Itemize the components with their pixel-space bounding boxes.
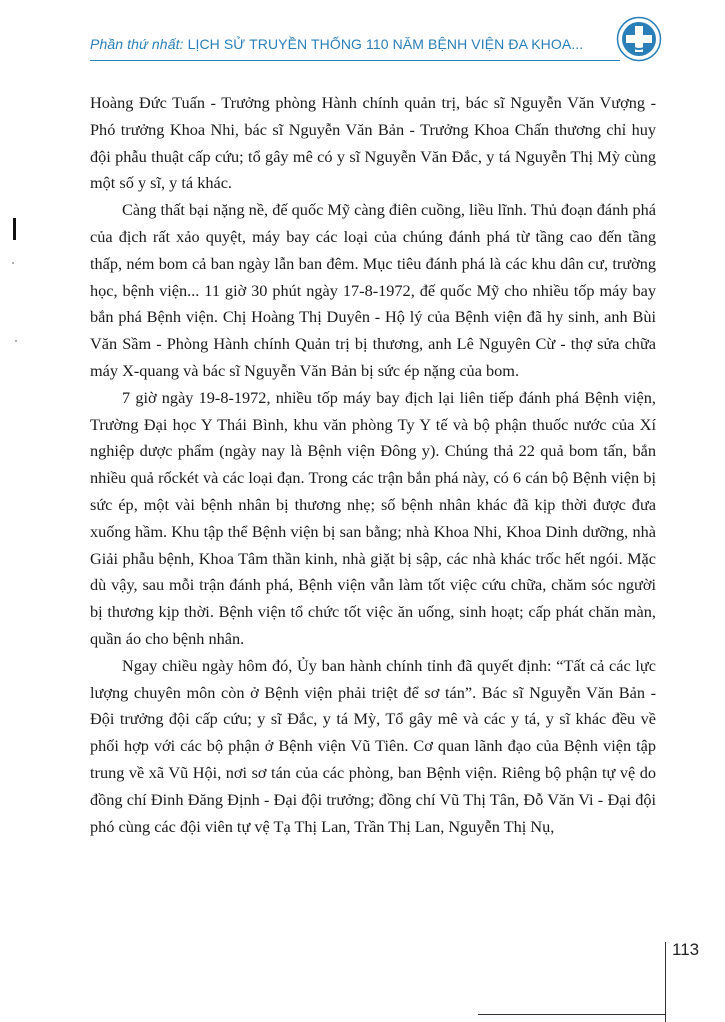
footer-rule xyxy=(478,1014,666,1015)
paragraph-continued: Hoàng Đức Tuấn - Trưởng phòng Hành chính quản trị, bác sĩ Nguyễn Văn Vượng - Phó trưởng Khoa Nhi, bác sĩ Nguyễn Văn Bản - Trưởng Khoa Chấn thương chỉ huy đội phẫu thuật cấp cứu; tổ gây mê có y sĩ Nguyễn Văn Đắc, y tá Nguyễn Thị Mỳ cùng một số y sĩ, y tá khác. xyxy=(90,93,656,193)
running-header xyxy=(90,36,610,52)
margin-scan-mark xyxy=(13,218,16,240)
page-number: 113 xyxy=(672,940,700,959)
paragraph: Ngay chiều ngày hôm đó, Ủy ban hành chính tỉnh đã quyết định: “Tất cả các lực lượng chuyên môn còn ở Bệnh viện phải triệt để sơ tán”. Bác sĩ Nguyễn Văn Bản - Đội trưởng đội cấp cứu; y sĩ Đắc, y tá Mỳ, Tổ gây mê và các y tá, y sĩ khác đều về phối hợp với các bộ phận ở Bệnh viện Vũ Tiên. Cơ quan lãnh đạo của Bệnh viện tập trung về xã Vũ Hội, nơi sơ tán của các phòng, ban Bệnh viện. Riêng bộ phận tự vệ do đồng chí Đinh Đăng Định - Đại đội trưởng; đồng chí Vũ Thị Tân, Đỗ Văn Vi - Đại đội phó cùng các đội viên tự vệ Tạ Thị Lan, Trần Thị Lan, Nguyễn Thị Nụ, xyxy=(90,655,656,836)
page-number-rule xyxy=(665,942,666,1022)
hospital-cross-emblem-icon xyxy=(616,16,662,62)
body-text xyxy=(90,90,656,840)
paragraph: 7 giờ ngày 19-8-1972, nhiều tốp máy bay địch lại liên tiếp đánh phá Bệnh viện, Trường Đại học Y Thái Bình, khu văn phòng Ty Y tế và bộ phận thuốc nước của Xí nghiệp dược phẩm (ngày nay là Bệnh viện Đông y). Chúng thả 22 quả bom tấn, bắn nhiều quả rốckét và các loại đạn. Trong các trận bắn phá này, có 6 cán bộ Bệnh viện bị sức ép, một vài bệnh nhân bị thương nhẹ; số bệnh nhân khác đã kịp thời được đưa xuống hầm. Khu tập thể Bệnh viện bị san bằng; nhà Khoa Nhi, Khoa Dinh dưỡng, nhà Giải phẫu bệnh, Khoa Tâm thần kinh, nhà giặt bị sập, các nhà khác trốc hết ngói. Mặc dù vậy, sau mỗi trận đánh phá, Bệnh viện vẫn làm tốt việc cứu chữa, chăm sóc người bị thương kịp thời. Bệnh viện tổ chức tốt việc ăn uống, sinh hoạt; cấp phát chăn màn, quần áo cho bệnh nhân. xyxy=(90,387,656,648)
header-title: LỊCH SỬ TRUYỀN THỐNG 110 NĂM BỆNH VIỆN ĐA KHOA... xyxy=(187,36,584,52)
header-part-label: Phần thứ nhất: xyxy=(90,36,184,52)
header-rule xyxy=(90,60,620,61)
scan-speck xyxy=(15,340,17,342)
scan-speck xyxy=(12,262,14,264)
paragraph: Càng thất bại nặng nề, đế quốc Mỹ càng điên cuồng, liều lĩnh. Thủ đoạn đánh phá của địch rất xảo quyệt, máy bay các loại của chúng đánh phá từ tầng cao đến tầng thấp, ném bom cả ban ngày lẫn ban đêm. Mục tiêu đánh phá là các khu dân cư, trường học, bệnh viện... 11 giờ 30 phút ngày 17-8-1972, đế quốc Mỹ cho nhiều tốp máy bay bắn phá Bệnh viện. Chị Hoàng Thị Duyên - Hộ lý của Bệnh viện đã hy sinh, anh Bùi Văn Sầm - Phòng Hành chính Quản trị bị thương, anh Lê Nguyên Cừ - thợ sửa chữa máy X-quang và bác sĩ Nguyễn Văn Bản bị sức ép nặng của bom. xyxy=(90,200,656,380)
